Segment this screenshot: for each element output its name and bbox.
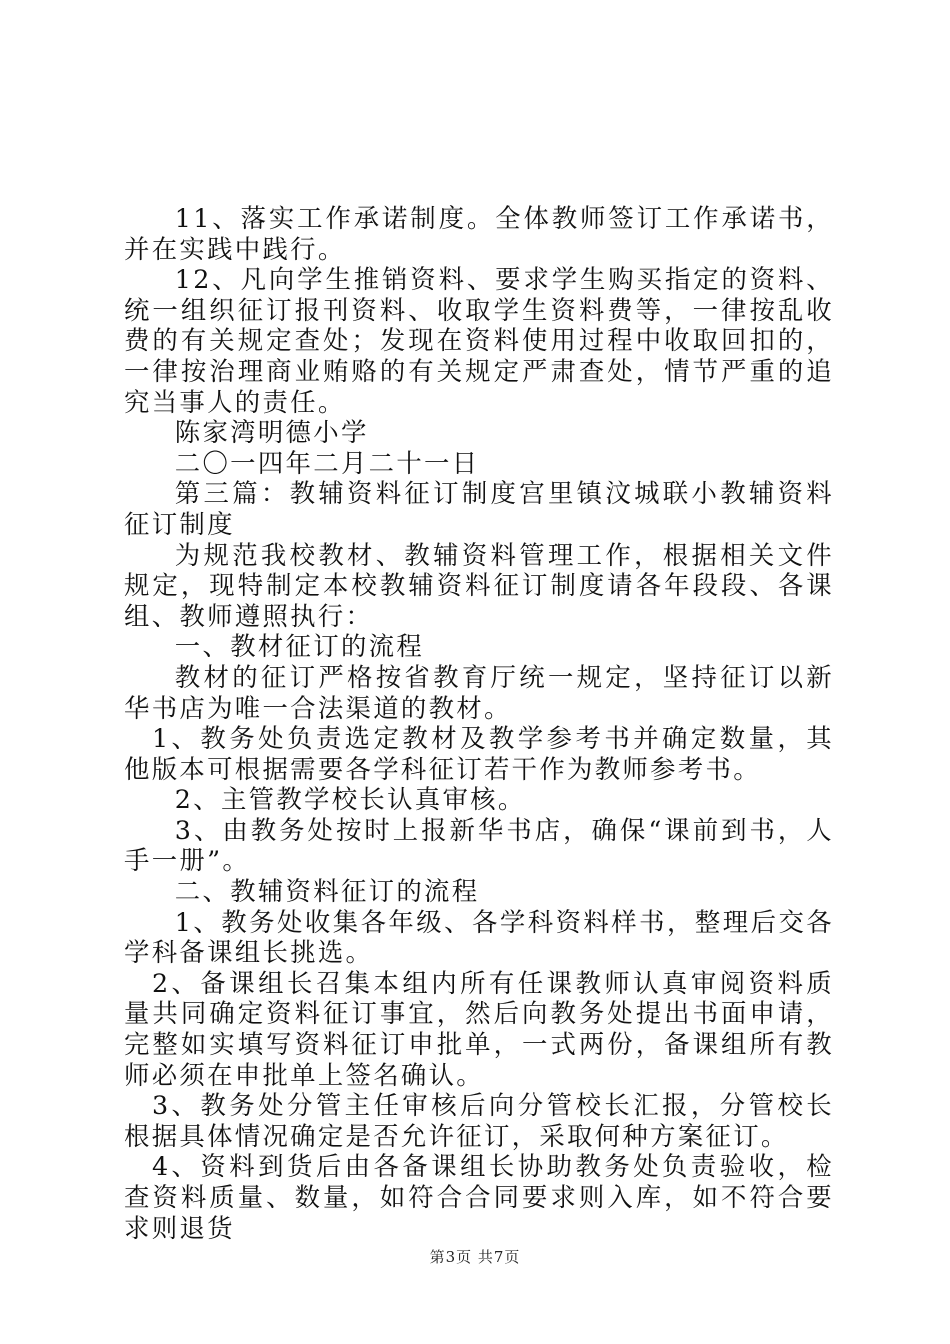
materials-step-2: 2、备课组长召集本组内所有任课教师认真审阅资料质量共同确定资料征订事宜，然后向教务处提出书面申请，完整如实填写资料征订申批单，一式两份，备课组所有教师必须在申批单上签名确认。 bbox=[124, 967, 834, 1090]
signature-date: 二〇一四年二月二十一日 bbox=[174, 447, 480, 478]
paragraph-item-11: 11、落实工作承诺制度。全体教师签订工作承诺书，并在实践中践行。 bbox=[124, 203, 834, 264]
textbook-step-1: 1、教务处负责选定教材及教学参考书并确定数量，其他版本可根据需要各学科征订若干作为教师参考书。 bbox=[124, 723, 834, 784]
section-heading-part-three: 第三篇：教辅资料征订制度宫里镇汶城联小教辅资料征订制度 bbox=[124, 478, 834, 539]
heading-materials-process: 二、教辅资料征订的流程 bbox=[174, 876, 480, 907]
paragraph-item-12: 12、凡向学生推销资料、要求学生购买指定的资料、统一组织征订报刊资料、收取学生资料费等，一律按乱收费的有关规定查处；发现在资料使用过程中收取回扣的，一律按治理商业贿赂的有关规定严肃查处，情节严重的追究当事人的责任。 bbox=[124, 264, 834, 417]
textbook-step-3: 3、由教务处按时上报新华书店，确保“课前到书，人手一册”。 bbox=[124, 814, 834, 876]
heading-textbook-process: 一、教材征订的流程 bbox=[174, 631, 425, 662]
textbook-step-2: 2、主管教学校长认真审核。 bbox=[174, 784, 526, 815]
materials-step-3: 3、教务处分管主任审核后向分管校长汇报，分管校长根据具体情况确定是否允许征订，采取何种方案征订。 bbox=[124, 1090, 834, 1151]
document-body bbox=[124, 203, 834, 1243]
materials-step-4: 4、资料到货后由各备课组长协助教务处负责验收，检查资料质量、数量，如符合合同要求则入库，如不符合要求则退货 bbox=[124, 1151, 834, 1243]
textbook-rule-paragraph: 教材的征订严格按省教育厅统一规定，坚持征订以新华书店为唯一合法渠道的教材。 bbox=[124, 661, 834, 723]
page-number-footer: 第3页 共7页 bbox=[429, 1248, 521, 1266]
materials-step-1: 1、教务处收集各年级、各学科资料样书，整理后交各学科备课组长挑选。 bbox=[124, 906, 834, 968]
school-signature: 陈家湾明德小学 bbox=[174, 417, 369, 448]
intro-paragraph: 为规范我校教材、教辅资料管理工作，根据相关文件规定，现特制定本校教辅资料征订制度请各年段段、各课组、教师遵照执行： bbox=[124, 539, 834, 631]
